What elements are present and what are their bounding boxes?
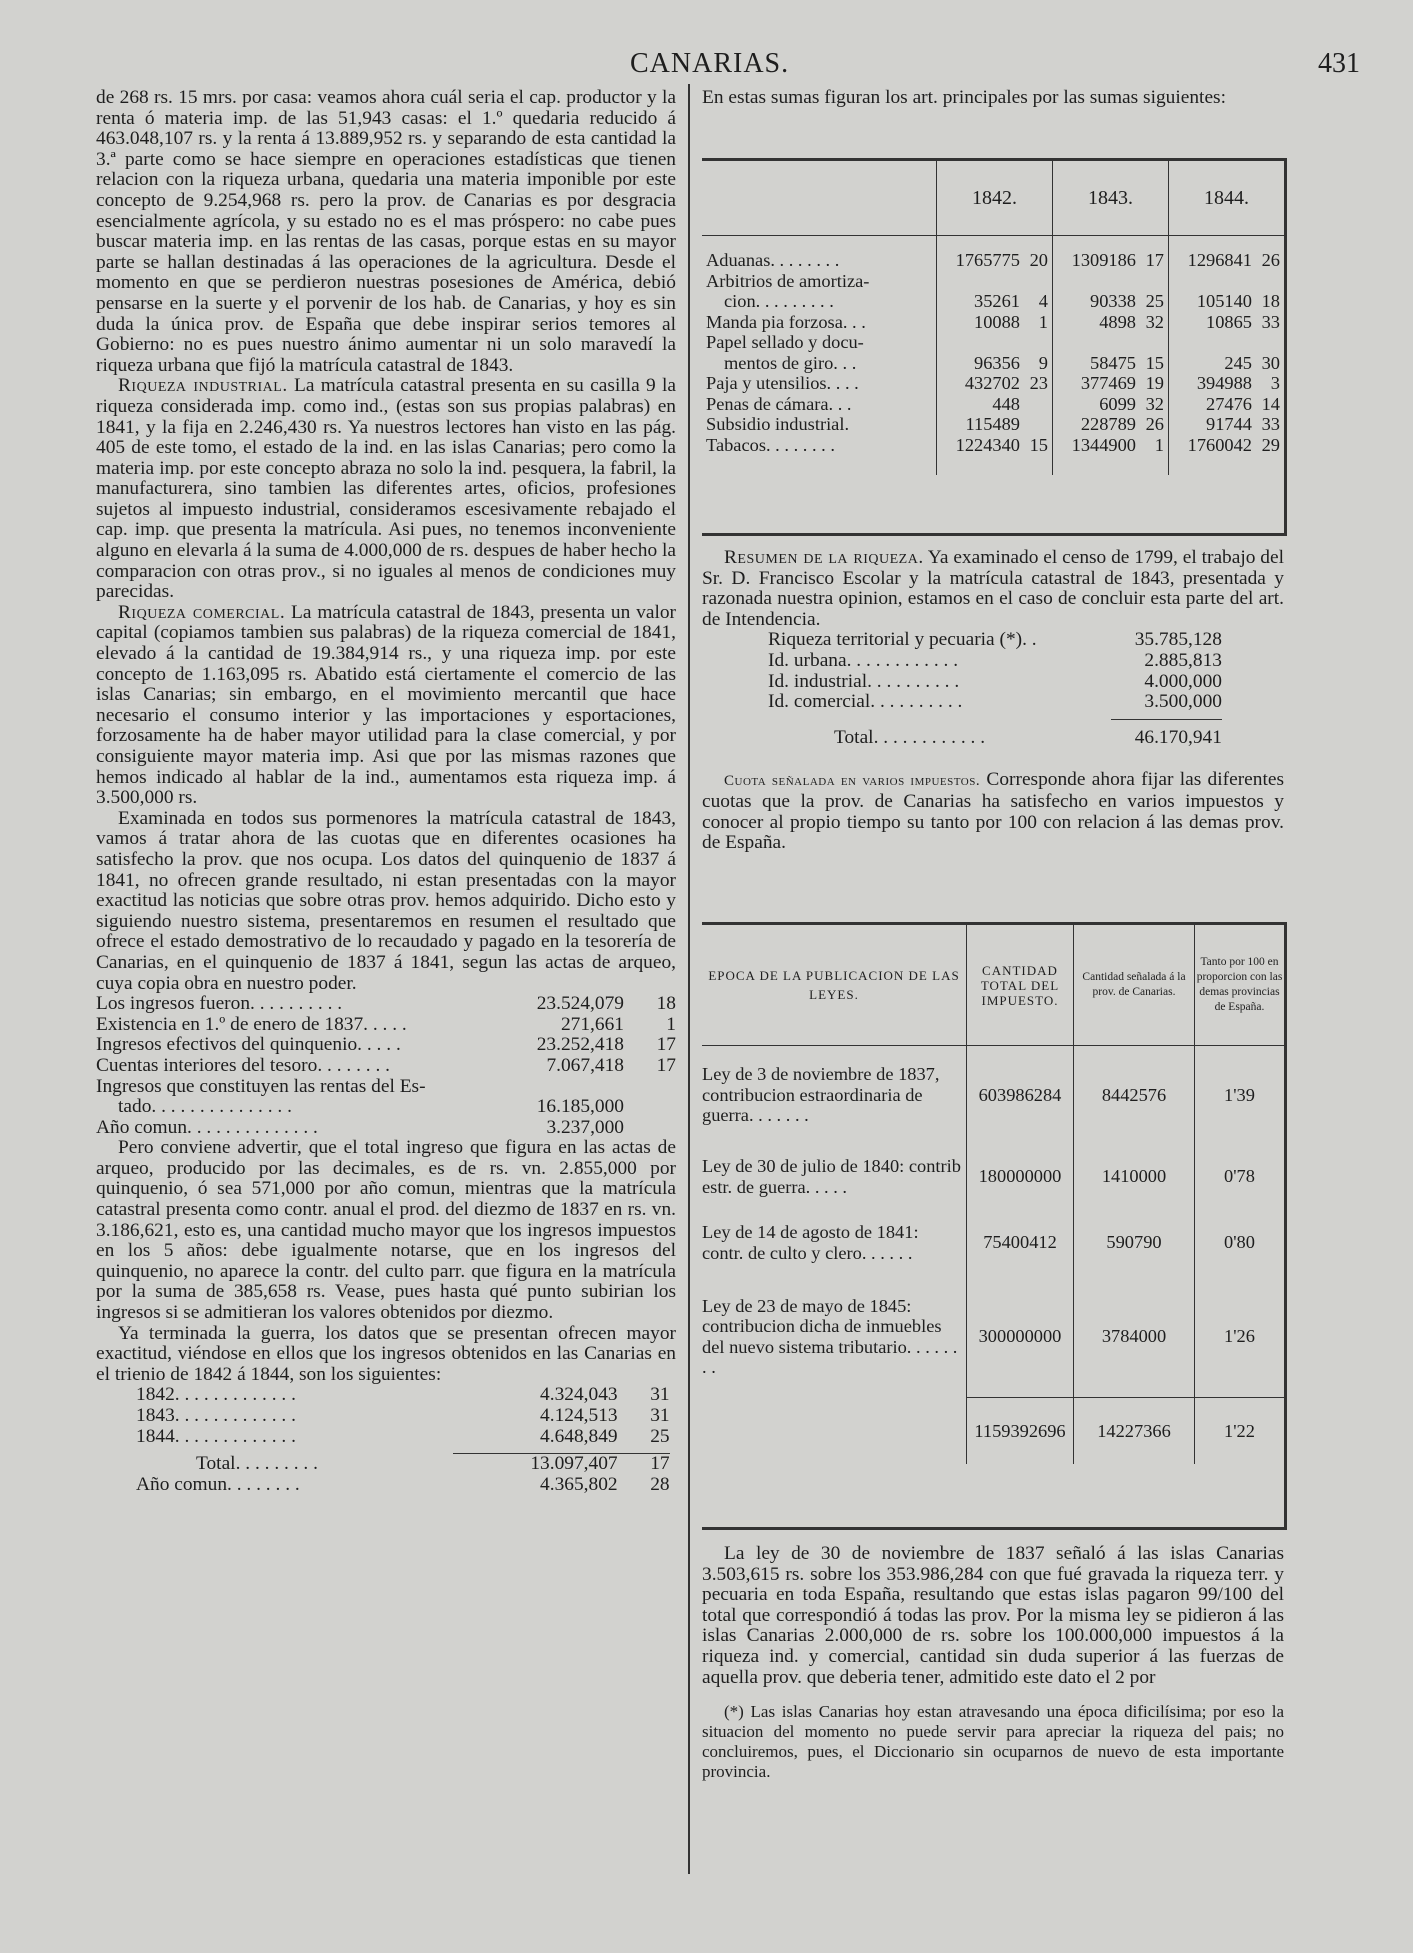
section-heading-resumen: Resumen de la riqueza.: [724, 547, 924, 568]
header-tanto: Tanto por 100 en proporcion con las demas provincias de España.: [1195, 925, 1285, 1046]
ledger-row: Año comun. . . . . . . . . . . . . . 3.237,000: [96, 1116, 624, 1138]
year-header: 1844.: [1169, 161, 1285, 236]
ledger-row: Id. comercial. . . . . . . . . . 3.500,000: [768, 691, 1222, 713]
table-row: Ley de 23 de mayo de 1845: contribucion dicha de inmuebles del nuevo sistema tributario. . . . . . . . 300000000 3784000 1'26: [702, 1276, 1284, 1398]
paragraph-urbana: de 268 rs. 15 mrs. por casa: veamos ahora cuál seria el cap. productor y la renta ó materia imp. de las 51,943 casas: el 1.º quedaria reducido á 463.048,107 rs. y la renta á 13.889,952 rs. y separando de esta cantidad la 3.ª parte como se hace siempre en operaciones estadísticas que tienen relacion con la riqueza urbana, quedaria una materia imponible por este concepto de 9.254,968 rs. pero la prov. de Canarias es por desgracia esencialmente agrícola, y su estado no es el mas próspero: no cabe pues buscar materia imp. en las rentas de las casas, porque estas en su mayor parte se hallan destinadas á las operaciones de la agricultura. Desde el momento en que se perdieron nuestras posesiones de América, debió pensarse en la suerte y el porvenir de los hab. de Canarias, y hoy es sin duda la única prov. de España que debe inspirar serios temores al Gobierno: no es pues nuestro ánimo aumentar ni un solo maravedí la riqueza urbana que fijó la matrícula catastral de 1843.: [96, 87, 676, 376]
ledger-row: Id. urbana. . . . . . . . . . . . 2.885,813: [768, 649, 1222, 671]
ledger-row: Cuentas interiores del tesoro. . . . . . . . 7.067,418 17: [96, 1054, 676, 1076]
table-row: Arbitrios de amortiza-: [702, 271, 1284, 292]
ledger-row: Ingresos efectivos del quinquenio. . . . . 23.252,418 17: [96, 1034, 676, 1056]
ledger-row: Id. industrial. . . . . . . . . . 4.000,000: [768, 670, 1222, 692]
ledger-row: Año comun. . . . . . . . 4.365,802 28: [136, 1473, 670, 1495]
left-column: [96, 88, 676, 1495]
section-heading-cuota: Cuota señalada en varios impuestos.: [724, 773, 981, 790]
table-header-row: [702, 925, 1284, 1046]
paragraph-industrial: Riqueza industrial. La matrícula catastral presenta en su casilla 9 la riqueza considerada imp. como ind., (estas son sus propias palabras) en 1841, y la fija en 2.246,430 rs. Ya nuestros lectores han visto en las pág. 405 de este tomo, el estado de la ind. en las islas Canarias; pero como la materia imp. por este concepto abraza no solo la ind. pesquera, la fabril, la manufacturera, sino tambien las diferentes artes, oficios, profesiones sujetos al impuesto industrial, consideramos escesivamente rebajado el cap. imp. que presenta la matrícula. Asi pues, no tenemos inconveniente alguno en elevarla á la suma de 4.000,000 de rs. despues de haber hecho la comparacion con otras prov., si no iguales al menos de condiciones muy parecidas.: [96, 375, 676, 603]
table-row: Papel sellado y docu-: [702, 332, 1284, 353]
table-row: Subsidio industrial. 115489 228789 26 91744 33: [706, 414, 1280, 434]
right-column-bottom: [702, 1544, 1284, 1782]
ledger-row: Riqueza territorial y pecuaria (*). . 35.785,128: [768, 629, 1222, 651]
year-header: 1843.: [1053, 161, 1169, 236]
paragraph-trienio: Ya terminada la guerra, los datos que se presentan ofrecen mayor exactitud, viéndose en ellos que los ingresos obtenidos en las Canarias en el trienio de 1842 á 1844, son los siguientes:: [96, 1322, 676, 1385]
ledger-row: Los ingresos fueron. . . . . . . . . . 23.524,079 18: [96, 993, 676, 1015]
paragraph-intro: En estas sumas figuran los art. principales por las sumas siguientes:: [702, 87, 1226, 108]
table-row: Tabacos. . . . . . . . 1224340 15 1344900 1 1760042 29: [706, 434, 1280, 455]
ledger-total-row: Total. . . . . . . . . 13.097,407 17: [196, 1453, 670, 1475]
table-row: Ley de 3 de noviembre de 1837, contribucion estraordinaria de guerra. . . . . . . 603986284 8442576 1'39: [702, 1046, 1284, 1144]
right-column: [702, 88, 1284, 109]
right-column-middle: [702, 548, 1284, 854]
paragraph-resumen: Resumen de la riqueza. Ya examinado el censo de 1799, el trabajo del Sr. D. Francisco Escolar y la matrícula catastral de 1843, presentada y razonada nuestra opinion, estamos en el caso de concluir esta parte del art. de Intendencia.: [702, 547, 1284, 630]
header-epoca: EPOCA DE LA PUBLICACION DE LAS LEYES.: [702, 925, 967, 1046]
header-cantidad: CANTIDAD TOTAL DEL IMPUESTO.: [967, 925, 1074, 1046]
table-total-row: 1159392696 14227366 1'22: [702, 1398, 1284, 1464]
section-heading-comercial: Riqueza comercial.: [118, 601, 286, 623]
table-row: Ley de 30 de julio de 1840: contrib estr. de guerra. . . . . 180000000 1410000 0'78: [702, 1144, 1284, 1210]
paragraph-ley-1837: La ley de 30 de noviembre de 1837 señaló á las islas Canarias 3.503,615 rs. sobre los 353.986,284 con que fué gravada la riqueza terr. y pecuaria en toda España, resultando que estas islas pagaron 99/100 del total que correspondió á todas las prov. Por la misma ley se pidieron á las islas Canarias 2.000,000 de rs. sobre los 100.000,000 impuestos á la riqueza ind. y comercial, cantidad sin duda superior á las fuerzas de aquella prov. que deberia tener, admitido este dato el 2 por: [702, 1543, 1284, 1688]
running-title: CANARIAS.: [630, 48, 790, 79]
table-header-row: [702, 161, 1284, 236]
section-heading-industrial: Riqueza industrial.: [118, 375, 288, 397]
ledger-row: 1844. . . . . . . . . . . . . 4.648,849 25: [136, 1425, 670, 1447]
header-canarias: Cantidad señalada á la prov. de Canarias.: [1074, 925, 1195, 1046]
page-number: 431: [1318, 48, 1360, 79]
table-row: Ley de 14 de agosto de 1841: contr. de culto y clero. . . . . . 75400412 590790 0'80: [702, 1210, 1284, 1276]
year-header: 1842.: [937, 161, 1053, 236]
paragraph-comercial: Riqueza comercial. La matrícula catastral de 1843, presenta un valor capital (copiamos tambien sus palabras) de la riqueza comercial de 1841, elevado á la cantidad de 19.384,914 rs., y una riqueza imp. por este concepto de 1.163,095 rs. Abatido está ciertamente el comercio de las islas Canarias; sin embargo, en el movimiento mercantil que hace necesario el consumo interior y las importaciones y esportaciones, forzosamente ha de haber mayor utilidad para la clase comercial, y por consiguiente mayor materia imp. Asi que por las mismas razones que hemos indicado al hablar de la ind., aumentamos esta riqueza imp. á 3.500,000 rs.: [96, 601, 676, 809]
footnote: (*) Las islas Canarias hoy estan atravesando una época dificilísima; por eso la situacion del momento no puede servir para apreciar la riqueza del pais; no concluiremos, pues, el Diccionario sin ocuparnos de nuevo de esta importante provincia.: [702, 1702, 1284, 1782]
table-row: Aduanas. . . . . . . . 1765775 20 1309186 17 1296841 26: [706, 250, 1280, 270]
ledger-total-row: Total. . . . . . . . . . . . 46.170,941: [834, 726, 1222, 748]
table-row: Paja y utensilios. . . . 432702 23 377469 19 394988 3: [706, 373, 1280, 393]
ledger-row: Existencia en 1.º de enero de 1837. . . . . 271,661 1: [96, 1013, 676, 1035]
paragraph-cuota: Cuota señalada en varios impuestos. Corresponde ahora fijar las diferentes cuotas que la prov. de Canarias ha satisfecho en varios impuestos y conocer al propio tiempo su tanto por 100 con relacion á las demas prov. de España.: [702, 769, 1284, 854]
ledger-quinquenio: [96, 994, 676, 1138]
table-row: cion. . . . . . . . . 35261 4 90338 25 105140 18: [724, 291, 1280, 311]
ledger-row: tado. . . . . . . . . . . . . . . 16.185,000: [118, 1096, 624, 1118]
paragraph-diezmo: Pero conviene advertir, que el total ingreso que figura en las actas de arqueo, producido por las decimales, es de rs. vn. 2.855,000 por quinquenio, ó sea 571,000 por año comun, mientras que la matrícula catastral presenta como contr. anual el prod. del diezmo de 1837 en rs. vn. 3.186,621, esto es, una cantidad mucho mayor que los ingresos impuestos en los 5 años: debe igualmente notarse, que en los ingresos del quinquenio, no aparece la contr. del culto parr. que figura en la matrícula por la suma de 385,658 rs. Vease, pues hasta qué punto subirian los ingresos si se admitieran los valores obtenidos por diezmo.: [96, 1137, 676, 1324]
table-row: Manda pia forzosa. . . 10088 1 4898 32 10865 33: [706, 311, 1280, 332]
ledger-row: Ingresos que constituyen las rentas del Es-: [96, 1075, 426, 1097]
ledger-riqueza: [768, 630, 1222, 748]
table-row: Penas de cámara. . . 448 6099 32 27476 14: [706, 393, 1280, 414]
table-impuestos: [702, 922, 1287, 1530]
column-divider: [688, 84, 690, 1874]
ledger-row: 1842. . . . . . . . . . . . . 4.324,043 31: [136, 1384, 670, 1406]
paragraph-cuotas: Examinada en todos sus pormenores la matrícula catastral de 1843, vamos á tratar ahora de las cuotas que en diferentes ocasiones ha satisfecho la prov. que nos ocupa. Los datos del quinquenio de 1837 á 1841, no ofrecen grande resultado, ni estan presentadas con la mayor exactitud las noticias que sobre otras prov. hemos adquirido. Dicho esto y siguiendo nuestro sistema, presentaremos en resumen el resultado que ofrece el estado demostrativo de lo recaudado y pagado en la tesorería de Canarias, en el quinquenio de 1837 á 1841, segun las actas de arqueo, cuya copia obra en nuestro poder.: [96, 807, 676, 994]
table-row: mentos de giro. . . 96356 9 58475 15 245 30: [724, 352, 1280, 373]
table-articulos: [702, 158, 1287, 536]
ledger-row: 1843. . . . . . . . . . . . . 4.124,513 31: [136, 1405, 670, 1426]
ledger-trienio: [136, 1385, 670, 1495]
